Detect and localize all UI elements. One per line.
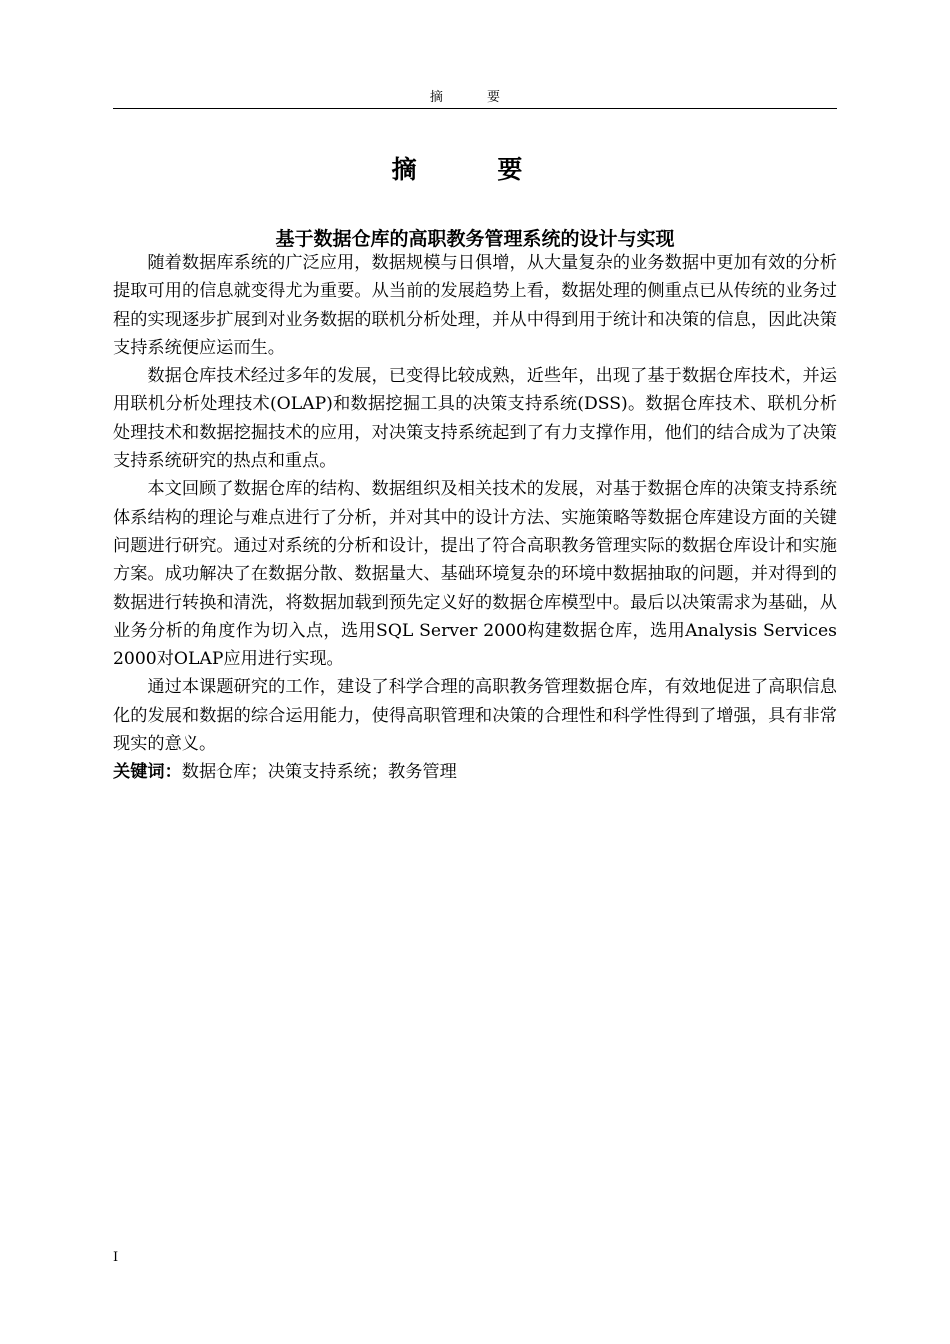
header-rule (113, 108, 837, 109)
running-header: 摘 要 (429, 90, 521, 105)
abstract-paragraph: 本文回顾了数据仓库的结构、数据组织及相关技术的发展，对基于数据仓库的决策支持系统体系结构的理论与难点进行了分析，并对其中的设计方法、实施策略等数据仓库建设方面的关键问题进行研究。通过对系统的分析和设计，提出了符合高职教务管理实际的数据仓库设计和实施方案。成功解决了在数据分散、数据量大、基础环境复杂的环境中数据抽取的问题，并对得到的数据进行转换和清洗，将数据加载到预先定义好的数据仓库模型中。最后以决策需求为基础，从业务分析的角度作为切入点，选用SQL Server 2000构建数据仓库，选用Analysis Services 2000对OLAP应用进行实现。 (113, 479, 837, 670)
keywords-value: 数据仓库；决策支持系统；教务管理 (181, 762, 457, 783)
abstract-paragraph: 随着数据库系统的广泛应用，数据规模与日俱增，从大量复杂的业务数据中更加有效的分析提取可用的信息就变得尤为重要。从当前的发展趋势上看，数据处理的侧重点已从传统的业务过程的实现逐步扩展到对业务数据的联机分析处理，并从中得到用于统计和决策的信息，因此决策支持系统便应运而生。 (113, 253, 837, 358)
thesis-title: 基于数据仓库的高职教务管理系统的设计与实现 (275, 228, 675, 250)
abstract-body (113, 249, 837, 787)
page-number: I (113, 1250, 119, 1265)
abstract-paragraph: 通过本课题研究的工作，建设了科学合理的高职教务管理数据仓库，有效地促进了高职信息化的发展和数据的综合运用能力，使得高职管理和决策的合理性和科学性得到了增强，具有非常现实的意义。 (113, 677, 837, 755)
keywords-line (113, 758, 837, 786)
abstract-paragraph: 数据仓库技术经过多年的发展，已变得比较成熟，近些年，出现了基于数据仓库技术，并运用联机分析处理技术(OLAP)和数据挖掘工具的决策支持系统(DSS)。数据仓库技术、联机分析处理技术和数据挖掘技术的应用，对决策支持系统起到了有力支撑作用，他们的结合成为了决策支持系统研究的热点和重点。 (113, 366, 837, 472)
keywords-label: 关键词： (113, 762, 182, 783)
page-title: 摘 要 (391, 155, 559, 184)
